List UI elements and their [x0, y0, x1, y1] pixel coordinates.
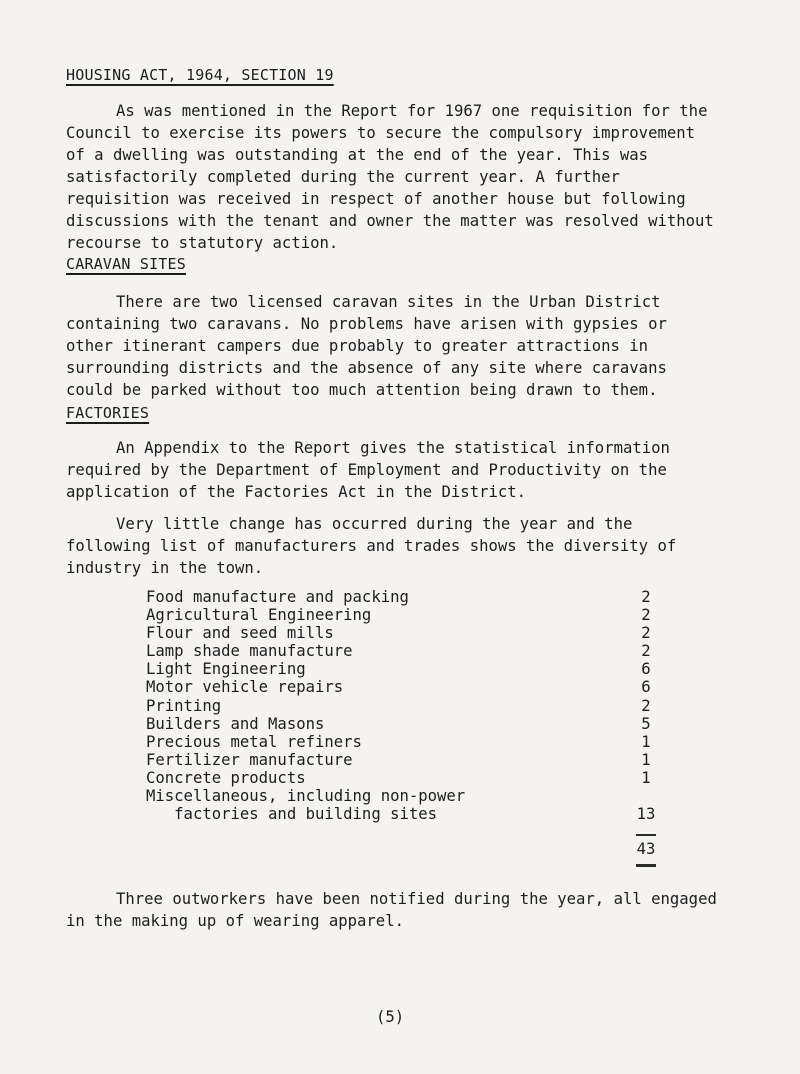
list-item [146, 769, 666, 787]
industry-label: Light Engineering [146, 660, 306, 679]
industry-label: factories and building sites [146, 805, 438, 824]
industry-count: 2 [641, 606, 651, 625]
paragraph-line: containing two caravans. No problems have arisen with gypsies or [66, 315, 667, 333]
paragraph-line: requisition was received in respect of another house but following [66, 190, 686, 208]
industry-count: 5 [641, 714, 651, 733]
industry-label: Motor vehicle repairs [146, 678, 344, 697]
caravan-sites-heading: CARAVAN SITES [66, 255, 186, 273]
paragraph-line: application of the Factories Act in the District. [66, 483, 527, 501]
housing-act-heading: HOUSING ACT, 1964, SECTION 19 [66, 66, 334, 84]
page-number: (5) [376, 1008, 405, 1026]
industry-count: 6 [641, 678, 651, 697]
total-double-rule [636, 864, 656, 867]
list-item [146, 678, 666, 696]
list-item [146, 588, 666, 606]
industry-label: Miscellaneous, including non-power [146, 787, 466, 806]
industry-label: Precious metal refiners [146, 732, 362, 751]
list-item [146, 751, 666, 769]
list-item [146, 733, 666, 751]
list-item [146, 624, 666, 642]
paragraph-line: Very little change has occurred during the year and the [116, 515, 633, 533]
paragraph-line: in the making up of wearing apparel. [66, 912, 404, 930]
industry-list [146, 588, 666, 858]
paragraph-line: of a dwelling was outstanding at the end of the year. This was [66, 146, 649, 164]
paragraph-line: satisfactorily completed during the current year. A further [66, 168, 620, 186]
paragraph-line: An Appendix to the Report gives the statistical information [116, 439, 670, 457]
outworkers-paragraph [66, 888, 786, 932]
industry-count: 2 [641, 642, 651, 661]
list-item [146, 787, 666, 805]
paragraph-line: surrounding districts and the absence of any site where caravans [66, 359, 667, 377]
industry-label: Flour and seed mills [146, 624, 334, 643]
industry-label: Agricultural Engineering [146, 606, 372, 625]
paragraph-line: There are two licensed caravan sites in the Urban District [116, 293, 661, 311]
list-item [146, 697, 666, 715]
industry-label: Food manufacture and packing [146, 588, 409, 606]
paragraph-line: other itinerant campers due probably to greater attractions in [66, 337, 649, 355]
caravan-sites-paragraph [66, 291, 786, 401]
paragraph-line: discussions with the tenant and owner the matter was resolved without [66, 212, 714, 230]
list-item [146, 805, 666, 823]
paragraph-line: industry in the town. [66, 559, 264, 577]
industry-count: 1 [641, 768, 651, 787]
paragraph-line: could be parked without too much attention being drawn to them. [66, 381, 658, 399]
paragraph-line: following list of manufacturers and trades shows the diversity of [66, 537, 677, 555]
industry-count: 1 [641, 750, 651, 769]
paragraph-line: As was mentioned in the Report for 1967 one requisition for the [116, 102, 708, 120]
list-item [146, 606, 666, 624]
total-count: 43 [636, 840, 656, 858]
list-item [146, 715, 666, 733]
factories-paragraph-2 [66, 513, 786, 579]
paragraph-line: Three outworkers have been notified during the year, all engaged [116, 890, 717, 908]
paragraph-line: Council to exercise its powers to secure the compulsory improvement [66, 124, 696, 142]
industry-count: 6 [641, 660, 651, 679]
industry-count: 13 [636, 805, 656, 824]
factories-paragraph-1 [66, 437, 786, 503]
list-item [146, 660, 666, 678]
industry-count: 2 [641, 696, 651, 715]
industry-count: 1 [641, 732, 651, 751]
paragraph-line: recourse to statutory action. [66, 234, 339, 252]
list-item [146, 642, 666, 660]
industry-label: Builders and Masons [146, 714, 325, 733]
industry-label: Printing [146, 696, 222, 715]
industry-label: Lamp shade manufacture [146, 642, 353, 661]
industry-label: Concrete products [146, 768, 306, 787]
industry-count: 2 [641, 624, 651, 643]
industry-count: 2 [641, 588, 651, 606]
paragraph-line: required by the Department of Employment and Productivity on the [66, 461, 667, 479]
housing-act-paragraph [66, 100, 786, 254]
total-rule [636, 834, 656, 836]
factories-heading: FACTORIES [66, 404, 150, 422]
industry-label: Fertilizer manufacture [146, 750, 353, 769]
